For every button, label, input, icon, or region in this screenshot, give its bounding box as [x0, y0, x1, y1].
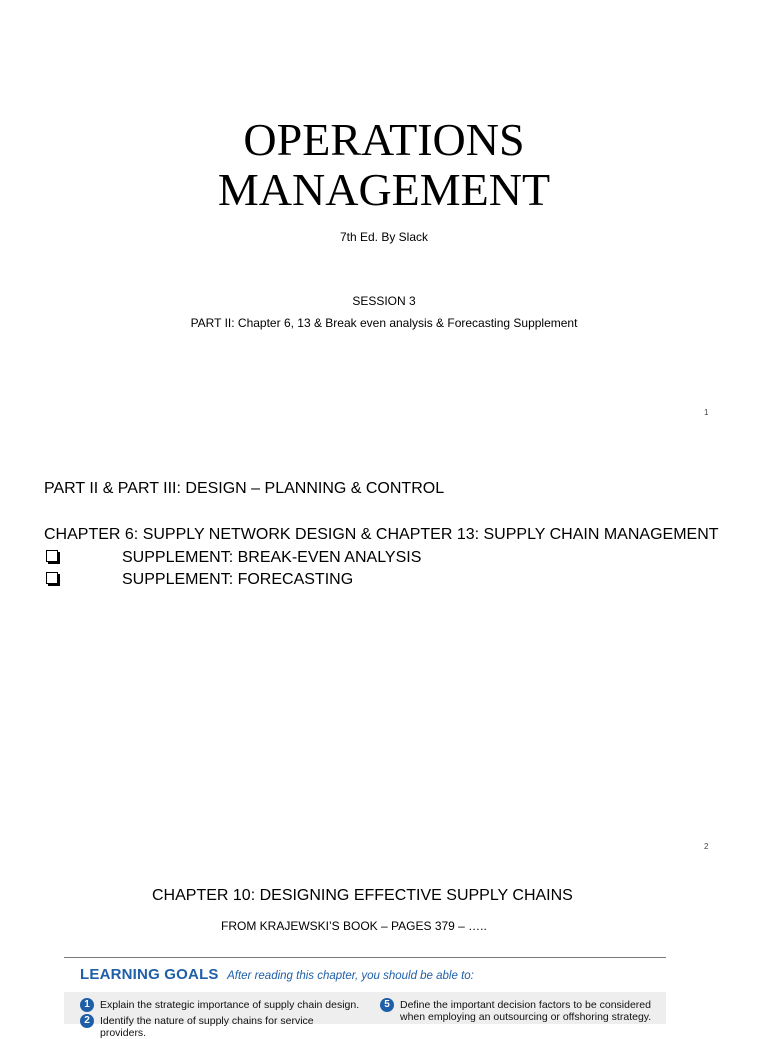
edition-text: 7th Ed. By Slack — [339, 230, 429, 244]
goal-text: Explain the strategic importance of supply chain design. — [100, 999, 360, 1011]
source-note: FROM KRAJEWSKI’S BOOK – PAGES 379 – ….. — [221, 919, 487, 933]
session-label: SESSION 3 — [352, 294, 416, 308]
learning-goals-title: LEARNING GOALS — [80, 966, 219, 983]
learning-goals-subtitle: After reading this chapter, you should be able to: — [227, 970, 474, 982]
page-number-1: 1 — [704, 408, 709, 417]
goal-number-badge: 2 — [80, 1014, 94, 1028]
slide3-heading: CHAPTER 10: DESIGNING EFFECTIVE SUPPLY CHAINS — [152, 887, 573, 904]
slide2-chapter-line: CHAPTER 6: SUPPLY NETWORK DESIGN & CHAPTER 13: SUPPLY CHAIN MANAGEMENT — [44, 526, 719, 543]
goal-text: Define the important decision factors to be considered when employing an outsourcing or offshoring strategy. — [400, 999, 652, 1023]
page-number-2: 2 — [704, 842, 709, 851]
bullet-item: SUPPLEMENT: FORECASTING — [122, 571, 354, 588]
slide2-heading: PART II & PART III: DESIGN – PLANNING & CONTROL — [44, 480, 445, 497]
checkbox-bullet-icon — [46, 550, 58, 562]
document-title-line2: MANAGEMENT — [217, 164, 551, 215]
document-title-line1: OPERATIONS — [243, 114, 525, 165]
part-description: PART II: Chapter 6, 13 & Break even analysis & Forecasting Supplement — [190, 316, 578, 330]
bullet-item: SUPPLEMENT: BREAK-EVEN ANALYSIS — [122, 549, 422, 566]
divider-line — [64, 957, 666, 958]
learning-goals-header — [80, 966, 474, 984]
goal-number-badge: 1 — [80, 998, 94, 1012]
goal-text: Identify the nature of supply chains for service providers. — [100, 1015, 314, 1039]
learning-goals-box — [64, 992, 666, 1039]
checkbox-bullet-icon — [46, 572, 58, 584]
goal-number-badge: 5 — [380, 998, 394, 1012]
